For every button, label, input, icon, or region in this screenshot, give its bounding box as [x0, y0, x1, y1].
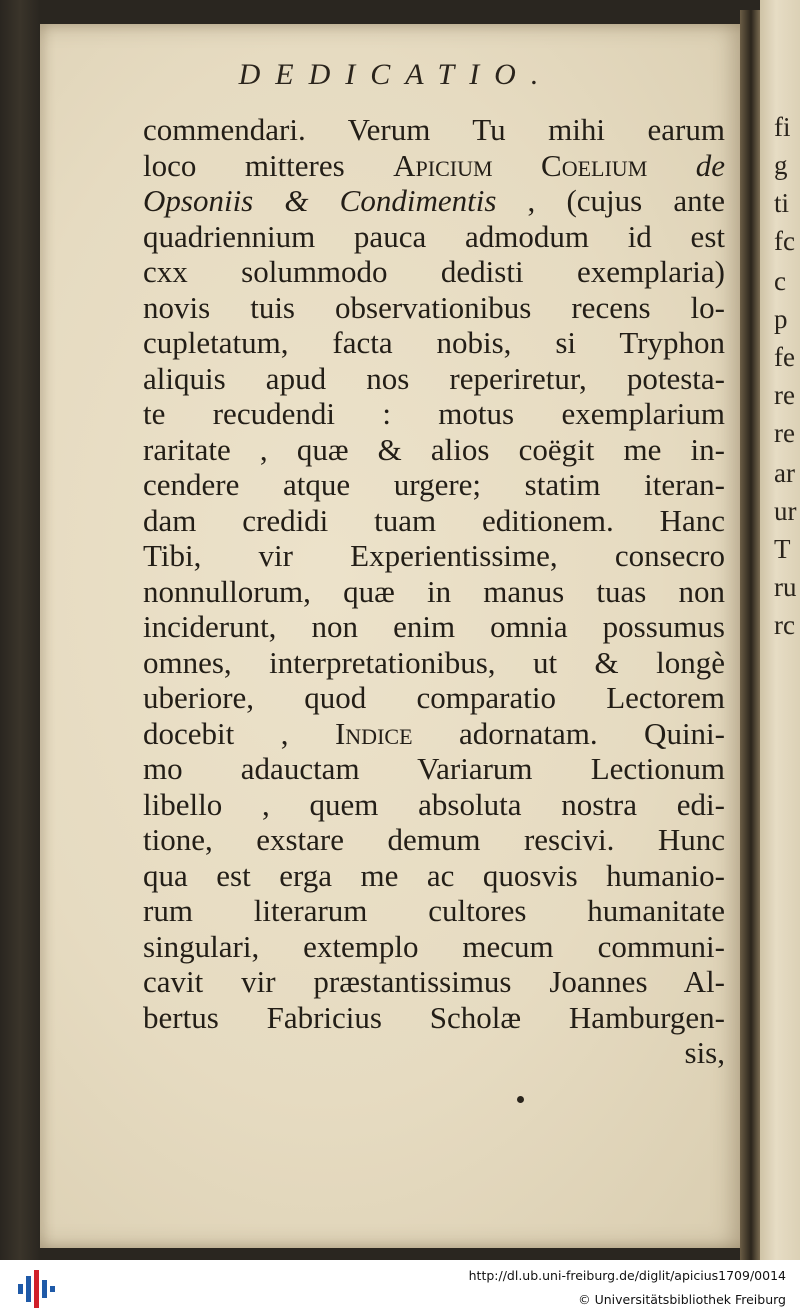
text-line — [143, 929, 725, 965]
adjacent-page-fragment: re — [774, 380, 795, 410]
text-run: mo adauctam Variarum Lectionum — [143, 751, 725, 786]
text-run: bertus Fabricius Scholæ Hamburgen- — [143, 999, 725, 1035]
text-run: cendere atque urgere; statim iteran- — [143, 467, 725, 502]
text-run: Tibi, vir Experientissime, consecro — [143, 538, 725, 573]
adjacent-page-fragment: ur — [774, 496, 797, 526]
adjacent-page-fragment: fi — [774, 112, 791, 142]
text-run — [647, 148, 695, 183]
ornament-dot — [517, 1096, 524, 1103]
text-line — [143, 680, 725, 716]
italic-run: de — [695, 147, 725, 183]
text-run: loco mitteres — [143, 147, 394, 183]
text-run: raritate , quæ & alios coëgit me in- — [143, 431, 725, 467]
text-run: nonnullorum, quæ in manus tuas non — [143, 573, 725, 609]
text-line — [143, 751, 725, 787]
adjacent-page-fragment: rc — [774, 610, 795, 640]
body-text — [143, 112, 725, 1071]
text-run: aliquis apud nos reperiretur, potesta- — [143, 360, 725, 396]
text-run: libello , quem absoluta nostra edi- — [143, 786, 725, 822]
text-run: , (cujus ante — [496, 183, 725, 218]
copyright-text: © Universitätsbibliothek Freiburg — [578, 1292, 786, 1307]
text-line — [143, 148, 725, 184]
text-run: novis tuis observationibus recens lo- — [143, 289, 725, 325]
text-line — [143, 396, 725, 432]
text-run: inciderunt, non enim omnia possumus — [143, 609, 725, 644]
text-line — [143, 183, 725, 219]
text-line — [143, 645, 725, 681]
text-run: quadriennium pauca admodum id est — [143, 218, 725, 254]
text-line — [143, 503, 725, 539]
adjacent-page-fragment: p — [774, 304, 788, 334]
adjacent-page-fragment: T — [774, 534, 791, 564]
text-run: omnes, interpretationibus, ut & longè — [143, 644, 725, 680]
text-run: sis, — [684, 1035, 725, 1070]
italic-run: Opsoniis & Condimentis — [143, 183, 497, 218]
adjacent-page-fragment: ru — [774, 572, 797, 602]
text-run: te recudendi : motus exemplarium — [143, 396, 725, 431]
text-line — [143, 716, 725, 752]
adjacent-page-fragment: ti — [774, 188, 790, 218]
text-run: rum literarum cultores humanitate — [143, 893, 725, 928]
text-run: docebit , — [143, 715, 335, 751]
text-line — [143, 467, 725, 503]
text-run: commendari. Verum Tu mihi earum — [143, 112, 725, 147]
text-line — [143, 964, 725, 1000]
text-line — [143, 325, 725, 361]
text-line — [143, 290, 725, 326]
text-line — [143, 822, 725, 858]
text-run: cavit vir præstantissimus Joannes Al- — [143, 964, 725, 999]
adjacent-page-fragment: c — [774, 266, 786, 296]
adjacent-page-fragment: ar — [774, 458, 795, 488]
text-line — [143, 609, 725, 645]
text-run: uberiore, quod comparatio Lectorem — [143, 680, 725, 715]
text-line — [143, 432, 725, 468]
text-run: cupletatum, facta nobis, si Tryphon — [143, 325, 725, 360]
text-line — [143, 574, 725, 610]
adjacent-page-fragment: fc — [774, 226, 795, 256]
text-line — [143, 112, 725, 148]
adjacent-page — [760, 0, 800, 1260]
text-line — [143, 254, 725, 290]
text-run: adornatam. Quini- — [412, 715, 725, 751]
library-logo-icon — [16, 1270, 56, 1308]
book-gutter — [740, 10, 762, 1260]
viewer-footer — [0, 1260, 800, 1316]
text-run: dam credidi tuam editionem. Hanc — [143, 502, 725, 538]
text-line — [143, 1000, 725, 1036]
adjacent-page-fragment: g — [774, 150, 788, 180]
permalink-url[interactable]: http://dl.ub.uni-freiburg.de/diglit/apicius1709/0014 — [468, 1268, 786, 1283]
text-run: qua est erga me ac quosvis humanio- — [143, 857, 725, 893]
text-line — [143, 219, 725, 255]
text-line — [143, 538, 725, 574]
text-line — [143, 893, 725, 929]
text-run: cxx solummodo dedisti exemplaria) — [143, 254, 725, 289]
page-header: DEDICATIO. — [238, 58, 554, 91]
text-line — [143, 858, 725, 894]
text-run: singulari, extemplo mecum communi- — [143, 928, 725, 964]
text-line — [143, 787, 725, 823]
adjacent-page-fragment: re — [774, 418, 795, 448]
small-caps-run: Apicium Coelium — [393, 147, 648, 183]
text-line — [143, 361, 725, 397]
small-caps-run: Indice — [334, 715, 413, 751]
text-line — [143, 1035, 725, 1071]
adjacent-page-fragment: fe — [774, 342, 795, 372]
text-run: tione, exstare demum rescivi. Hunc — [143, 822, 725, 857]
